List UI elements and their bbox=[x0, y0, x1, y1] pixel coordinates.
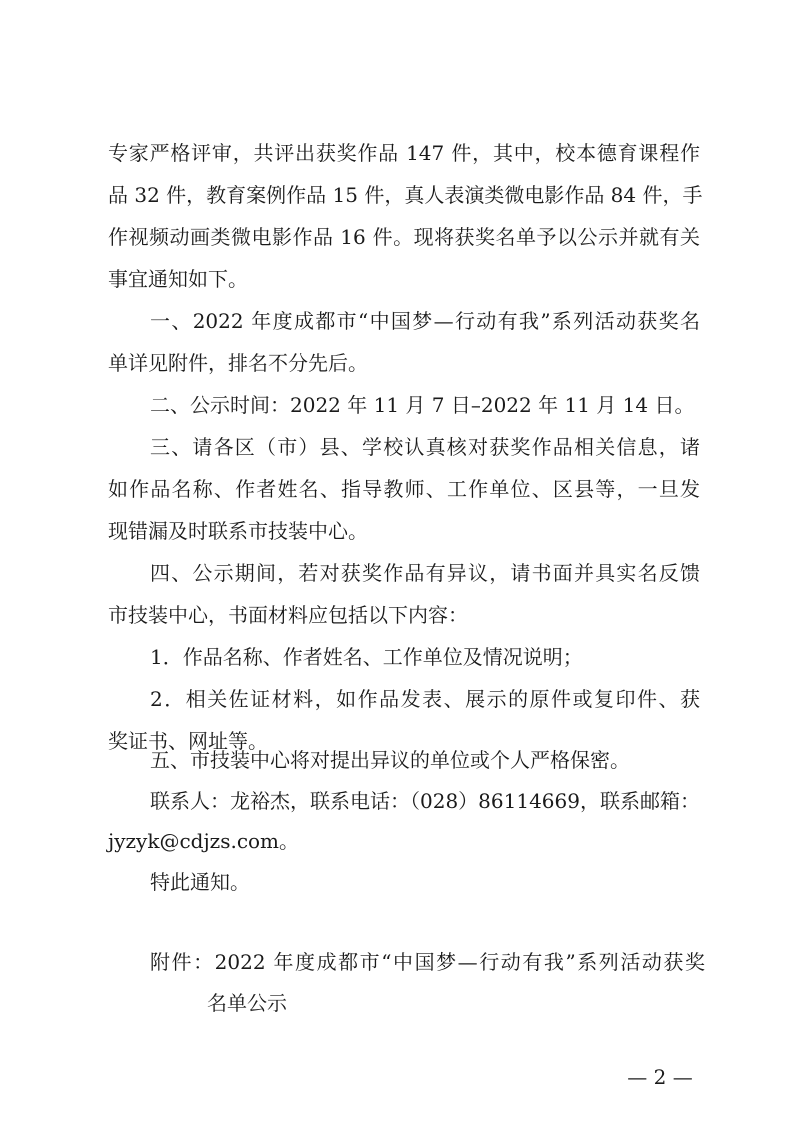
body-line: 品 32 件，教育案例作品 15 件，真人表演类微电影作品 84 件，手 bbox=[108, 183, 703, 207]
item-three-line: 三、请各区（市）县、学校认真核对获奖作品相关信息，诸 bbox=[150, 435, 700, 459]
item-one-line: 一、2022 年度成都市“中国梦—行动有我”系列活动获奖名 bbox=[150, 309, 700, 333]
item-four-line: 四、公示期间，若对获奖作品有异议，请书面并具实名反馈 bbox=[150, 561, 700, 585]
page-number: — 2 — bbox=[627, 1065, 693, 1089]
contact-line: 联系人：龙裕杰，联系电话：（028）86114669，联系邮箱： bbox=[150, 789, 700, 813]
sub-item-one-line: 1．作品名称、作者姓名、工作单位及情况说明； bbox=[150, 645, 583, 669]
attachment-title-continued: 名单公示 bbox=[207, 991, 287, 1015]
item-four-line: 市技装中心，书面材料应包括以下内容： bbox=[108, 603, 468, 627]
body-line: 专家严格评审，共评出获奖作品 147 件，其中，校本德育课程作 bbox=[108, 141, 700, 165]
contact-email: jyzyk@cdjzs.com。 bbox=[108, 829, 300, 853]
item-three-line: 现错漏及时联系市技装中心。 bbox=[108, 519, 368, 543]
item-two-line: 二、公示时间：2022 年 11 月 7 日–2022 年 11 月 14 日。 bbox=[150, 393, 695, 417]
sub-item-two-line: 2．相关佐证材料，如作品发表、展示的原件或复印件、获 bbox=[150, 687, 700, 711]
item-three-line: 如作品名称、作者姓名、指导教师、工作单位、区县等，一旦发 bbox=[108, 477, 700, 501]
sub-item-two-line: 奖证书、网址等。 bbox=[108, 729, 268, 753]
body-line: 事宜通知如下。 bbox=[108, 267, 248, 291]
attachment-title: 附件：2022 年度成都市“中国梦—行动有我”系列活动获奖 bbox=[150, 950, 705, 974]
item-five-line: 五、市技装中心将对提出异议的单位或个人严格保密。 bbox=[150, 748, 630, 772]
closing-line: 特此通知。 bbox=[150, 870, 250, 894]
item-one-line: 单详见附件，排名不分先后。 bbox=[108, 351, 368, 375]
body-line: 作视频动画类微电影作品 16 件。现将获奖名单予以公示并就有关 bbox=[108, 225, 700, 249]
